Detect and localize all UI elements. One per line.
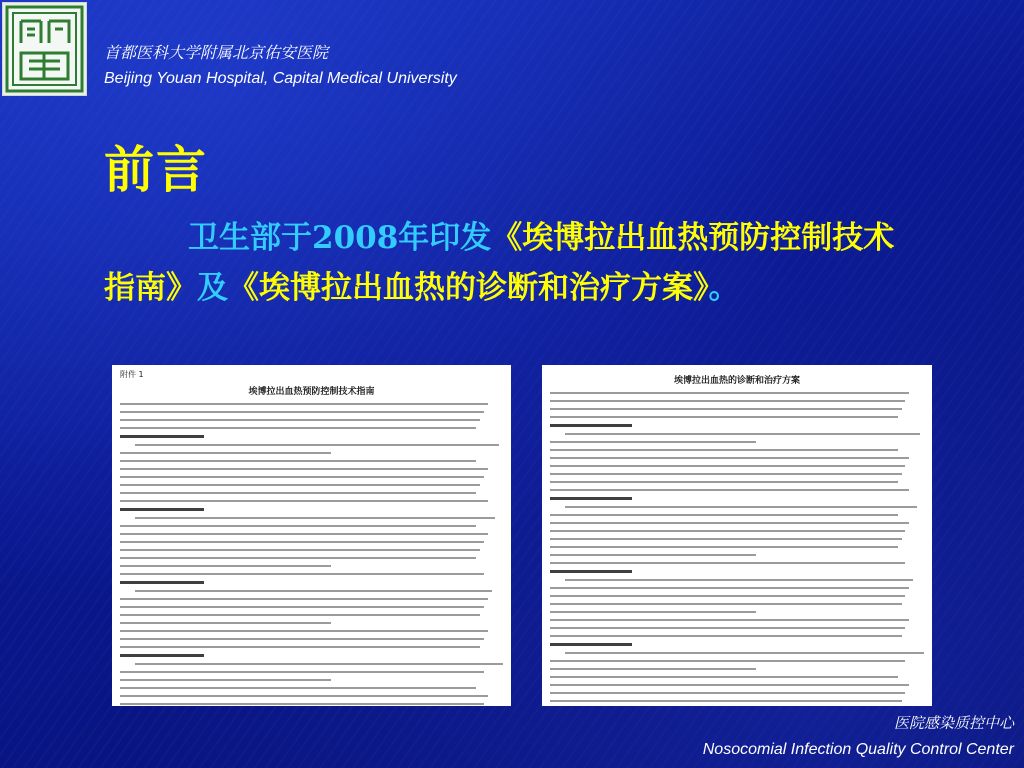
document-title: 埃博拉出血热的诊断和治疗方案 [673,376,800,386]
document-text-lines [550,392,924,706]
document-text-line [550,668,756,670]
document-text-line [120,452,331,454]
document-text-line [565,433,920,435]
document-text-line [550,546,898,548]
document-text-line [550,522,909,524]
document-text-line [120,703,484,705]
document-text-line [565,579,913,581]
document-text-line [550,514,898,516]
document-text-line [550,595,905,597]
document-text-lines [120,403,503,706]
document-text-line [550,611,756,613]
document-text-line [120,508,204,511]
slide-body [104,213,904,313]
document-image-guideline [112,365,511,706]
document-text-line [565,652,924,654]
document-text-line [550,530,905,532]
document-text-line [550,392,909,394]
hospital-name-cn: 首都医科大学附属北京佑安医院 [104,43,329,62]
document-text-line [120,646,480,648]
document-text-line [120,476,484,478]
document-text-line [565,506,917,508]
document-text-line [120,435,204,438]
document-text-line [120,638,484,640]
document-text-line [120,525,476,527]
document-text-line [550,603,902,605]
document-text-line [550,408,902,410]
document-text-line [120,549,480,551]
document-text-line [120,581,204,584]
document-text-line [550,562,905,564]
document-text-line [135,517,495,519]
footer-dept-en: Nosocomial Infection Quality Control Center [702,741,1014,758]
document-image-diagnosis [542,365,932,706]
document-text-line [120,460,476,462]
body-segment: 卫生部于2008年印发 [188,220,492,256]
document-text-line [120,614,480,616]
document-text-line [120,565,331,567]
document-text-line [550,497,632,500]
hospital-name-en: Beijing Youan Hospital, Capital Medical University [104,70,457,87]
document-text-line [135,590,491,592]
body-segment: 《埃博拉出血热的诊断和治疗方案》 [228,270,709,306]
body-segment: 《埃博拉出血热预防控制技术指南》 [104,220,895,306]
document-text-line [120,679,331,681]
slide-title: 前言 [104,140,208,199]
document-text-line [550,643,632,646]
document-text-line [120,687,476,689]
document-text-line [550,449,898,451]
document-text-line [550,400,905,402]
document-text-line [120,484,480,486]
document-text-line [120,671,484,673]
document-text-line [550,441,756,443]
document-text-line [550,627,905,629]
document-text-line [120,427,476,429]
document-text-line [550,700,902,702]
document-text-line [120,654,204,657]
document-text-line [120,573,484,575]
document-text-line [120,541,484,543]
document-text-line [135,663,503,665]
document-text-line [120,403,488,405]
document-text-line [550,481,898,483]
document-text-line [550,660,905,662]
body-segment: 。 [708,270,740,306]
document-text-line [120,500,488,502]
document-text-line [550,684,909,686]
document-text-line [550,489,909,491]
document-text-line [550,465,905,467]
document-text-line [550,538,902,540]
document-text-line [550,424,632,427]
document-text-line [550,416,898,418]
document-text-line [550,457,909,459]
document-text-line [120,598,488,600]
document-text-line [120,533,488,535]
document-text-line [120,411,484,413]
document-text-line [550,587,909,589]
document-text-line [135,444,499,446]
document-text-line [550,619,909,621]
document-text-line [550,554,756,556]
footer-dept-cn: 医院感染质控中心 [893,714,1014,732]
document-text-line [120,622,331,624]
document-text-line [120,606,484,608]
document-title: 埃博拉出血热预防控制技术指南 [248,387,375,397]
document-text-line [550,692,905,694]
body-segment: 及 [197,270,228,306]
hospital-logo [2,2,87,96]
document-text-line [120,557,476,559]
document-text-line [120,630,488,632]
attachment-label: 附件 1 [120,370,144,379]
document-text-line [120,492,476,494]
document-text-line [550,570,632,573]
document-text-line [120,695,488,697]
document-text-line [120,419,480,421]
document-text-line [550,473,902,475]
document-text-line [120,468,488,470]
document-text-line [550,635,902,637]
document-text-line [550,676,898,678]
